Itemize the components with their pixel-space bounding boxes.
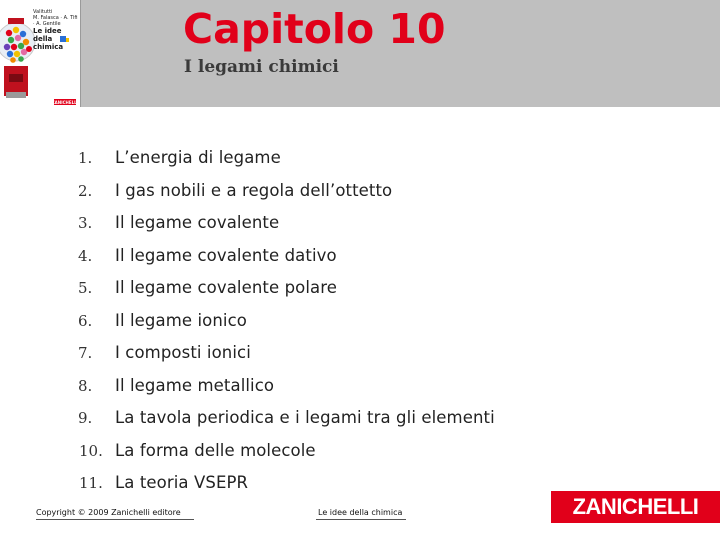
toc-item-label: Il legame covalente <box>115 213 280 232</box>
toc-item <box>78 306 638 339</box>
toc-item-label: I composti ionici <box>115 343 251 362</box>
cover-book-title-line1: Le idee della <box>33 27 62 43</box>
toc-item-label: Il legame covalente dativo <box>115 245 337 265</box>
toc-item-number: 1. <box>78 149 93 167</box>
chapter-subtitle: I legami chimici <box>184 57 339 77</box>
cover-title <box>33 9 79 51</box>
toc-item-number: 3. <box>78 214 93 232</box>
toc-item-number: 10. <box>79 441 103 460</box>
toc-item-number: 8. <box>78 376 93 395</box>
cover-publisher-mark: ZANICHELLI <box>51 100 79 105</box>
cover-authors-line2: M. Falasca · A. Tifi · A. Gentile <box>33 15 78 27</box>
table-of-contents <box>78 143 638 501</box>
cover-publisher-bar <box>0 98 80 107</box>
cover-authors-line1: Valitutti <box>33 9 53 15</box>
toc-item-label: La tavola periodica e i legami tra gli elementi <box>115 408 495 427</box>
toc-item <box>78 176 638 209</box>
toc-item <box>78 436 638 469</box>
toc-item-number: 9. <box>78 409 93 427</box>
chapter-title: Capitolo 10 <box>183 5 446 53</box>
toc-item <box>78 241 638 274</box>
toc-item-label: Il legame metallico <box>115 375 275 395</box>
footer-copyright: Copyright © 2009 Zanichelli editore <box>36 508 181 517</box>
toc-item-number: 4. <box>78 246 93 265</box>
toc-item-label: La forma delle molecole <box>115 440 316 460</box>
toc-item <box>78 371 638 404</box>
toc-item-number: 11. <box>79 474 103 492</box>
publisher-logo: ZANICHELLI <box>551 491 720 523</box>
toc-item <box>78 338 638 371</box>
book-cover-image <box>0 0 81 107</box>
cover-book-title-line2: chimica <box>33 43 64 51</box>
footer-divider <box>36 519 194 520</box>
toc-item-label: L’energia di legame <box>115 148 281 167</box>
toc-item-label: La teoria VSEPR <box>115 473 249 492</box>
toc-item-number: 6. <box>78 311 93 330</box>
footer-book-title: Le idee della chimica <box>318 508 403 517</box>
footer-divider <box>316 519 406 520</box>
toc-item-label: I gas nobili e a regola dell’ottetto <box>115 180 393 200</box>
toc-item-label: Il legame ionico <box>115 310 247 330</box>
toc-item-label: Il legame covalente polare <box>115 278 338 297</box>
toc-item <box>78 273 638 306</box>
toc-item <box>78 143 638 176</box>
toc-item <box>78 403 638 436</box>
toc-item-number: 7. <box>78 344 93 362</box>
toc-item <box>78 208 638 241</box>
toc-item-number: 2. <box>78 181 93 200</box>
toc-item-number: 5. <box>78 279 93 297</box>
